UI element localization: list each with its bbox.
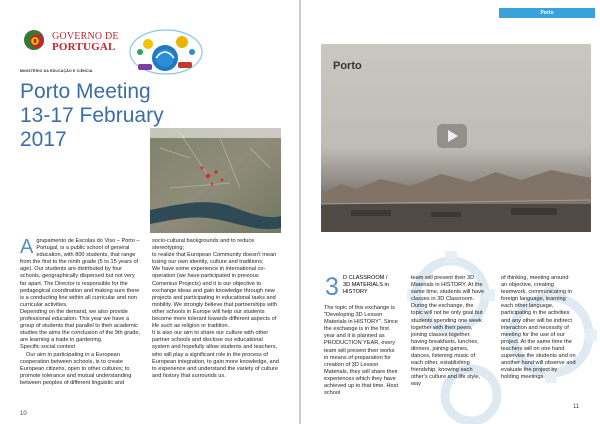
article-column-3 — [324, 305, 399, 397]
title-line-1: Porto Meeting — [20, 80, 151, 103]
logo-line-1: GOVERNO DE — [52, 31, 119, 42]
video-player[interactable] — [321, 44, 591, 232]
page-number-right: 11 — [573, 404, 580, 410]
play-icon — [448, 130, 458, 142]
paragraph: team will present their 3D Materials in HISTORY. At the same time, students will have classes in 3D Classroom. During the exchange, the topic will not be only goal but students spending one week together with their peers, joining classes together, having breakfasts, lunches, dinners, joining games, dances, listening music of each other, establishing friendship, knowing each other's culture and life style, way — [411, 275, 485, 388]
article-column-4 — [411, 275, 486, 389]
paragraph: to realize that European Community doesn't mean losing our own identity, culture and traditions; — [152, 252, 277, 266]
paragraph: The topic of this exchange is "Developing 3D Lesson Materials in HISTORY". Since the exchange is in the first year and it is planned as PRODUCTION YEAR, every team will present their works in means of preparation for creation of 3D Lesson Materials, they will share their experiences which they have achieved up to that time. Host school — [324, 305, 399, 397]
play-button[interactable] — [437, 124, 467, 148]
paragraph: grupamento de Escolas do Viso – Porto – Portugal, is a public school of general education, with 800 students, that range from the first to the ninth grade (5 to 15 years of age). Our students are distributed by four schools, geographically dispersed but not very far apart. The Director is responsible for the pedagogical coordination and making sure there is a conducting line within all curricular and non curricular activities. — [20, 238, 140, 308]
paragraph: It is also our aim to share our culture with other partner schools and disclose our educational system and hopefully allow students and teachers, who will play a significant role in the process of European integration, to gain more knowledge, and to experience and understand the variety of culture and history that surrounds us. — [152, 330, 279, 379]
article-column-2 — [152, 238, 281, 380]
page-number-left: 10 — [20, 411, 27, 417]
paragraph: Our aim in participating in a European cooperation between schools, is to create European citizens, open to other cultures; to promote tolerance and mutual understanding between peoples of different linguistic and — [20, 351, 132, 386]
right-page — [301, 0, 600, 424]
paragraph: We have some experience in international co-operation (we have participated in previous Comenius Projects) and it is our objective to exchange ideas and gain knowledge through new projects and participating in educational tasks and mobility. We strongly believe that partnerships with other schools in Europe will help our students become more tolerant towards different aspects of life such as religion or tradition. — [152, 266, 278, 330]
section-heading: D CLASSROOM / 3D MATERIALS in HISTORY — [343, 275, 389, 296]
logo-text — [52, 32, 119, 52]
video-title: Porto — [333, 60, 362, 72]
logo-line-2: PORTUGAL — [52, 41, 116, 53]
left-page — [0, 0, 299, 424]
title-line-2: 13-17 February 2017 — [20, 104, 164, 151]
section-tag: Porto — [499, 8, 595, 18]
paragraph: of thinking, meeting around an objective, creating teamwork, communicating in foreign language, learning each other language, participating in the activities and any other will be indirect interaction and necessity of meeting for the use of our project. At the same time the teachers will on one hand supervise the students and on another hand will observe and evaluate the project by holding meetings. — [501, 275, 576, 381]
drop-cap: A — [20, 236, 34, 258]
article-column-5 — [501, 275, 576, 381]
aerial-city-photo — [150, 128, 281, 233]
subheading: Specific social context — [20, 344, 76, 351]
erasmus-badge-icon — [120, 22, 210, 82]
article-column-1 — [20, 238, 142, 387]
paragraph: Depending on the demand, we also provide professional education. This year we have a group of students that parallel to their academic studies the aims the conclusion of the 9th grade, are learning a trade in gardening. — [20, 308, 141, 344]
paragraph: socio-cultural backgrounds and to reduce stereotyping; — [152, 238, 255, 252]
ministry-label: MINISTÉRIO DA EDUCAÇÃO E CIÊNCIA — [20, 69, 93, 73]
section-number: 3 — [325, 273, 339, 301]
